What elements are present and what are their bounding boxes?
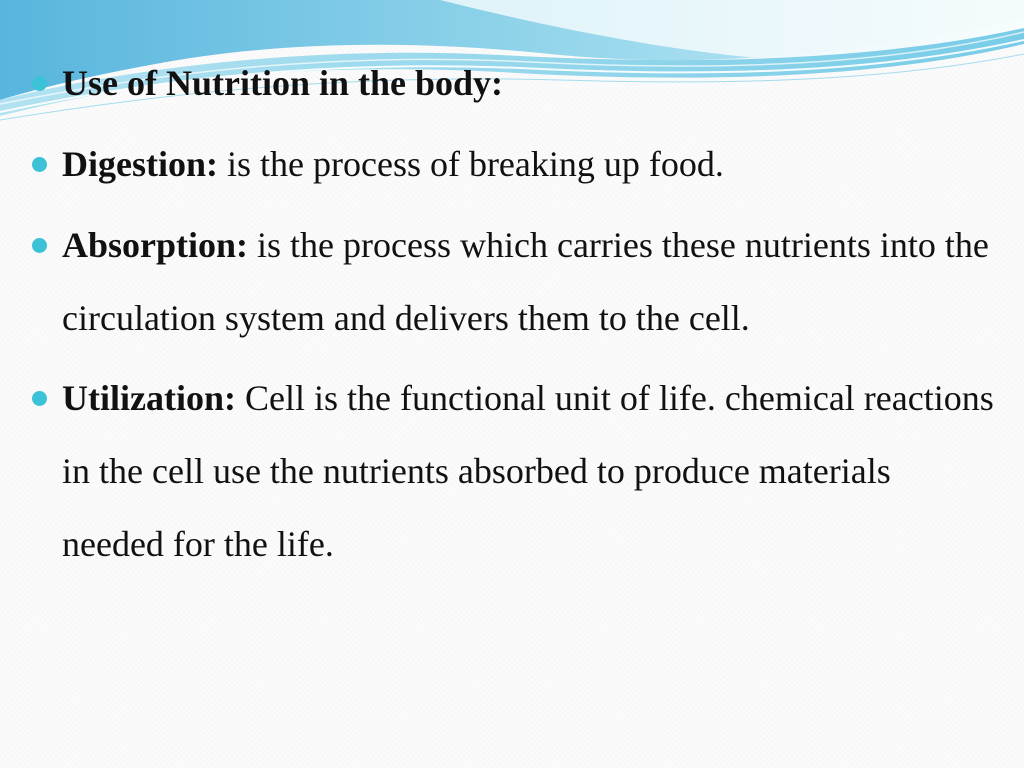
list-item-text (62, 209, 997, 355)
bullet-dot-icon (32, 76, 47, 91)
list-item-term: Digestion: (62, 144, 218, 184)
list-item-term: Utilization: (62, 378, 236, 418)
list-item-description: is the process which carries these nutrients into the circulation system and delivers them to the cell. (62, 225, 989, 338)
bullet-dot-icon (32, 157, 47, 172)
list-item-text (62, 128, 997, 201)
bullet-dot-icon (32, 238, 47, 253)
list-item-text (62, 47, 997, 120)
list-item-description: Cell is the functional unit of life. chemical reactions in the cell use the nutrients absorbed to produce materials needed for the life. (62, 378, 994, 564)
list-item-term: Use of Nutrition in the body: (62, 63, 504, 103)
list-item-term: Absorption: (62, 225, 249, 265)
list-item-text (62, 362, 997, 581)
list-item-description: is the process of breaking up food. (218, 144, 724, 184)
bullet-dot-icon (32, 391, 47, 406)
